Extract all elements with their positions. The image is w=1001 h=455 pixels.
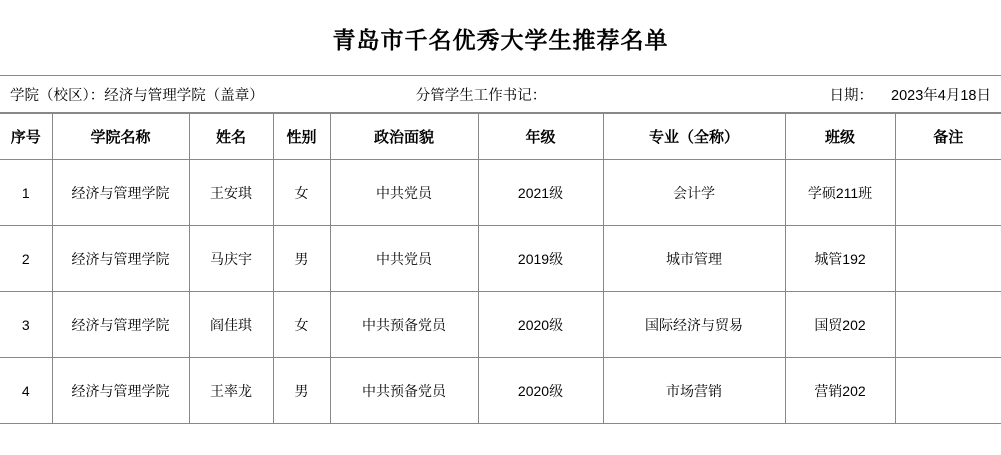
page-title: 青岛市千名优秀大学生推荐名单 — [332, 27, 669, 53]
cell-grade: 2021级 — [478, 160, 603, 226]
column-header-name: 姓名 — [189, 114, 273, 160]
cell-political-status: 中共党员 — [330, 160, 478, 226]
cell-index: 4 — [0, 358, 52, 424]
cell-college: 经济与管理学院 — [52, 292, 189, 358]
cell-gender: 女 — [273, 160, 330, 226]
table-header-row — [0, 114, 1001, 160]
cell-index: 1 — [0, 160, 52, 226]
cell-college: 经济与管理学院 — [52, 160, 189, 226]
cell-class: 营销202 — [785, 358, 895, 424]
meta-row — [0, 76, 1001, 113]
cell-class: 学硕211班 — [785, 160, 895, 226]
college-value: 经济与管理学院（盖章） — [104, 87, 264, 104]
column-header-grade: 年级 — [478, 114, 603, 160]
cell-major: 市场营销 — [603, 358, 785, 424]
cell-gender: 女 — [273, 292, 330, 358]
cell-grade: 2020级 — [478, 292, 603, 358]
cell-political-status: 中共预备党员 — [330, 292, 478, 358]
cell-name: 王安琪 — [189, 160, 273, 226]
recommendation-table — [0, 113, 1001, 424]
date-label: 日期： — [829, 87, 874, 104]
cell-remark — [895, 358, 1001, 424]
cell-index: 3 — [0, 292, 52, 358]
table-row — [0, 226, 1001, 292]
cell-class: 城管192 — [785, 226, 895, 292]
column-header-college: 学院名称 — [52, 114, 189, 160]
cell-gender: 男 — [273, 226, 330, 292]
column-header-remark: 备注 — [895, 114, 1001, 160]
college-label: 学院（校区）： — [10, 87, 105, 104]
cell-major: 会计学 — [603, 160, 785, 226]
date-cell — [617, 76, 1001, 113]
cell-college: 经济与管理学院 — [52, 226, 189, 292]
cell-remark — [895, 226, 1001, 292]
cell-political-status: 中共党员 — [330, 226, 478, 292]
column-header-class: 班级 — [785, 114, 895, 160]
column-header-major: 专业（全称） — [603, 114, 785, 160]
column-header-political-status: 政治面貌 — [330, 114, 478, 160]
cell-remark — [895, 160, 1001, 226]
column-header-gender: 性别 — [273, 114, 330, 160]
cell-gender: 男 — [273, 358, 330, 424]
cell-major: 国际经济与贸易 — [603, 292, 785, 358]
cell-name: 王率龙 — [189, 358, 273, 424]
cell-grade: 2020级 — [478, 358, 603, 424]
cell-name: 马庆宇 — [189, 226, 273, 292]
table-row — [0, 292, 1001, 358]
cell-name: 阎佳琪 — [189, 292, 273, 358]
column-header-index: 序号 — [0, 114, 52, 160]
cell-major: 城市管理 — [603, 226, 785, 292]
cell-grade: 2019级 — [478, 226, 603, 292]
college-cell — [0, 76, 345, 113]
cell-political-status: 中共预备党员 — [330, 358, 478, 424]
meta-table — [0, 75, 1001, 113]
cell-remark — [895, 292, 1001, 358]
secretary-cell: 分管学生工作书记： — [345, 76, 617, 113]
table-row — [0, 358, 1001, 424]
cell-class: 国贸202 — [785, 292, 895, 358]
date-value: 2023年4月18日 — [891, 87, 991, 104]
cell-index: 2 — [0, 226, 52, 292]
cell-college: 经济与管理学院 — [52, 358, 189, 424]
table-row — [0, 160, 1001, 226]
